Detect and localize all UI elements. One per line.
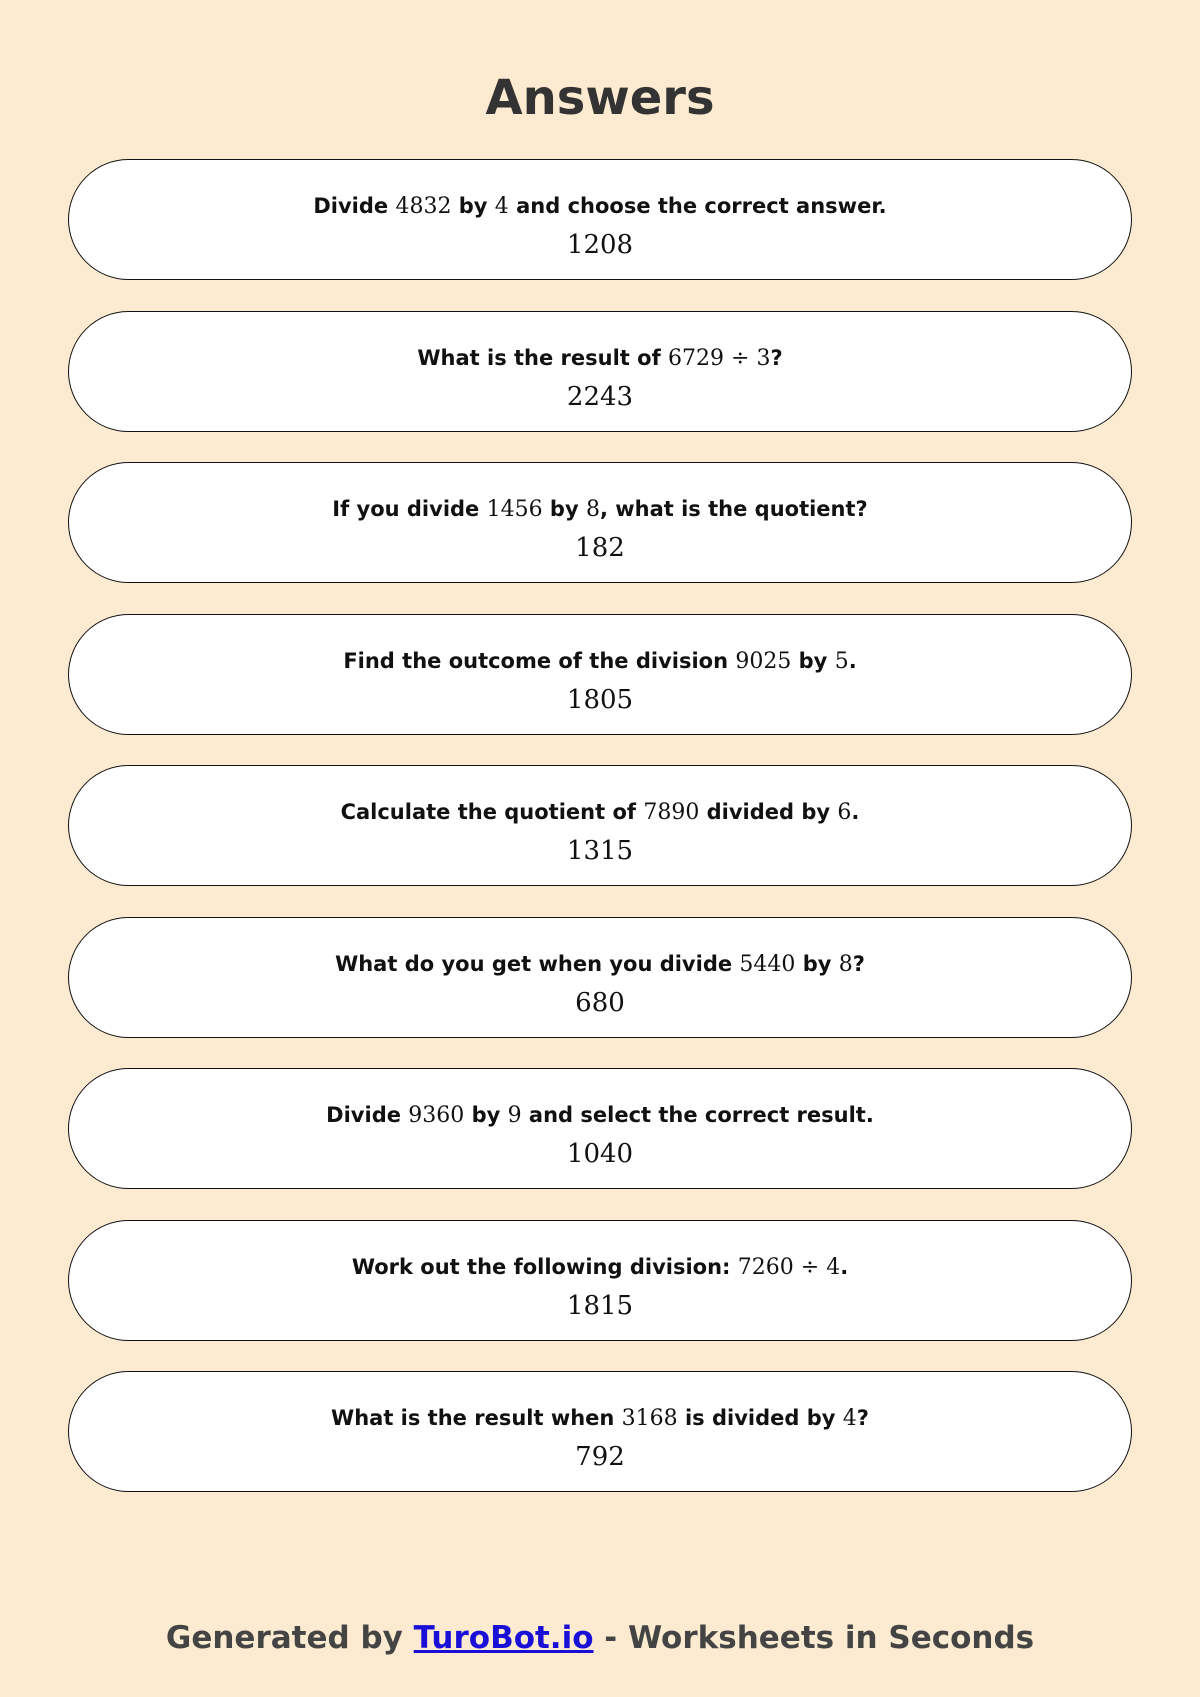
question-text: If you divide 1456 by 8, what is the quotient? [332,497,868,522]
footer-prefix: Generated by [165,1620,414,1656]
answer-value: 1815 [566,1290,634,1321]
page-title: Answers [485,70,715,126]
turobot-link[interactable]: TuroBot.io [413,1620,594,1656]
answer-card [68,1220,1132,1341]
answer-value: 1040 [566,1139,634,1169]
question-text: Calculate the quotient of 7890 divided by 6. [340,800,860,825]
answer-card [68,765,1132,886]
footer [0,1618,1200,1658]
answer-value: 1208 [566,230,634,260]
answer-card [68,1371,1132,1492]
answer-value: 2243 [566,381,634,412]
question-text: What is the result when 3168 is divided by 4? [331,1406,869,1431]
answer-value: 680 [575,987,625,1018]
answer-card [68,159,1132,280]
footer-suffix: - Worksheets in Seconds [593,1620,1035,1656]
answer-card [68,462,1132,583]
answer-value: 792 [575,1442,625,1472]
question-text: What is the result of 6729 ÷ 3? [417,345,783,371]
question-text: Find the outcome of the division 9025 by 5. [343,648,857,674]
answer-value: 182 [575,533,625,563]
answer-card [68,311,1132,432]
answer-value: 1805 [566,684,634,715]
answer-value: 1315 [566,836,634,866]
answer-card [68,614,1132,735]
question-text: Divide 9360 by 9 and select the correct result. [326,1103,874,1128]
question-text: What do you get when you divide 5440 by 8? [335,951,865,977]
answer-card [68,917,1132,1038]
answer-card [68,1068,1132,1189]
question-text: Work out the following division: 7260 ÷ 4. [351,1254,849,1280]
answer-list [68,159,1132,1523]
question-text: Divide 4832 by 4 and choose the correct answer. [313,194,887,219]
